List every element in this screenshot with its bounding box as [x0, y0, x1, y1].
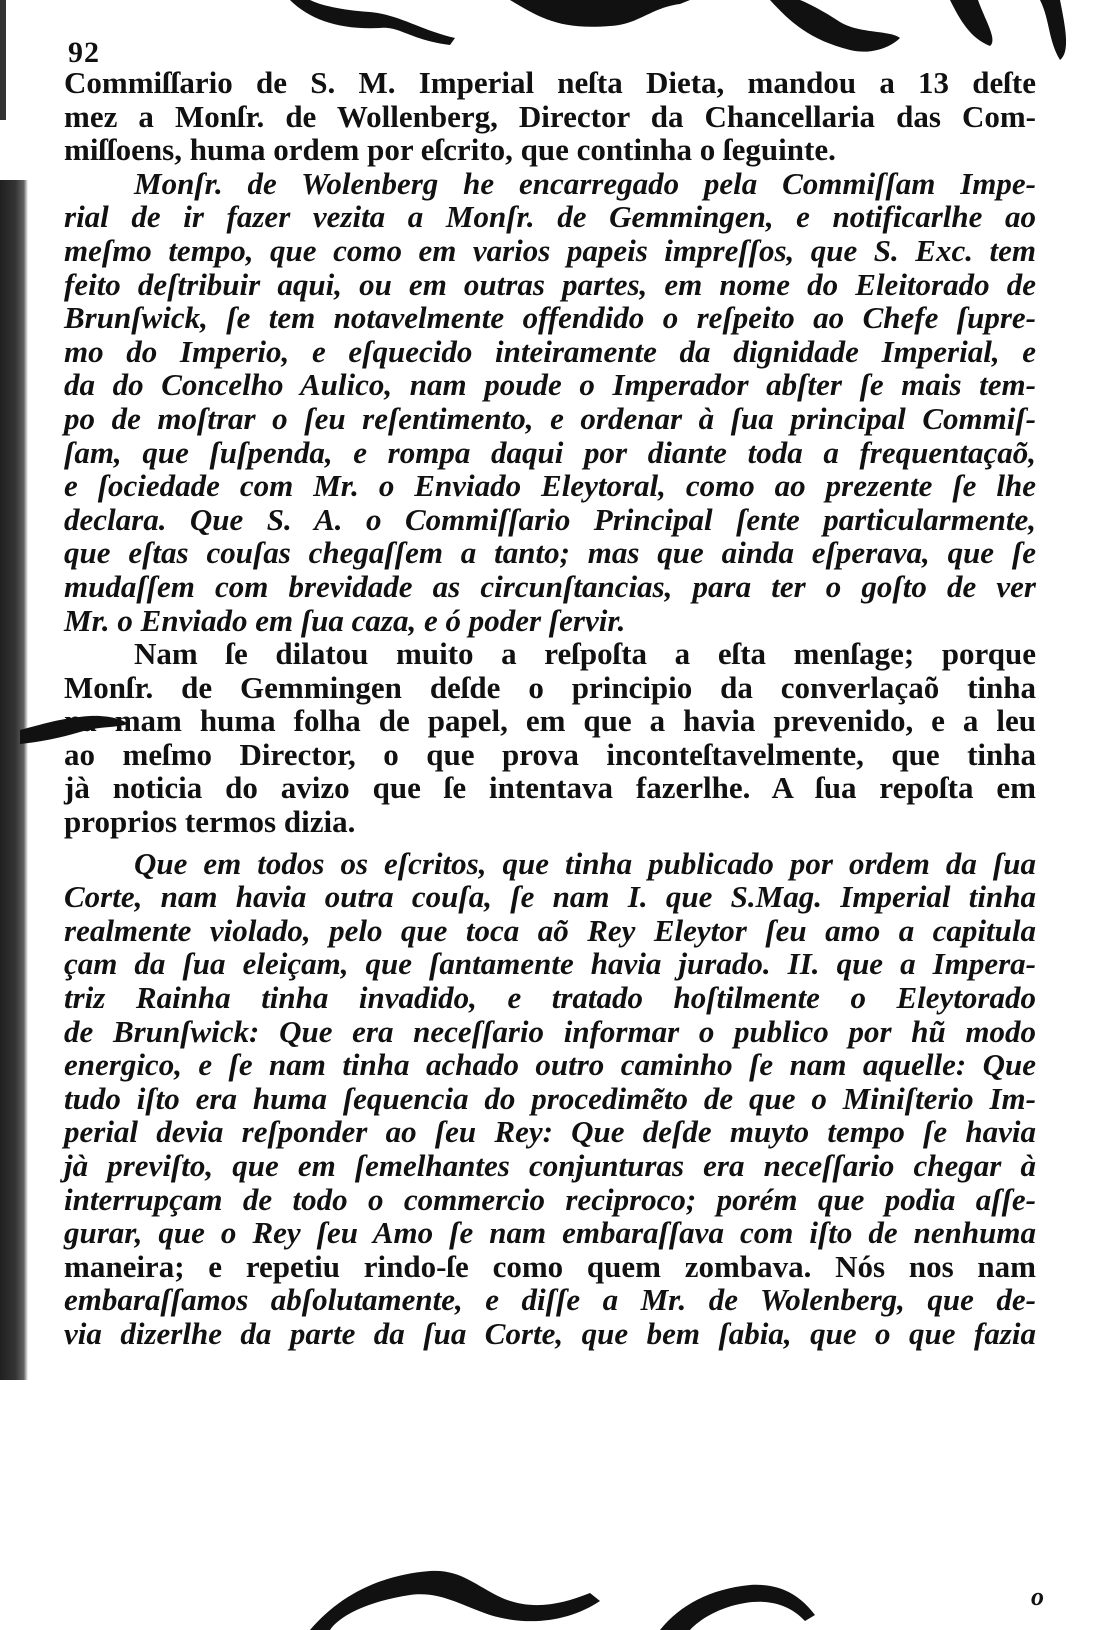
- text-line: Que em todos os eſcritos, que tinha publicado por ordem da ſua: [134, 845, 1036, 881]
- text-line: ao meſmo Director, o que prova inconteſtavelmente, que tinha: [64, 736, 1036, 772]
- text-line: çam da ſua eleiçam, que ſantamente havia jurado. II. que a Impera-: [64, 946, 1036, 982]
- text-line: maneira; e repetiu rindo-ſe como quem zombava. Nós nos nam: [64, 1248, 1036, 1284]
- ink-blot-bottom: [300, 1535, 820, 1630]
- binding-shadow: [0, 180, 28, 1380]
- text-line: jà noticia do avizo que ſe intentava fazerlhe. A ſua repoſta em: [64, 770, 1036, 806]
- text-line: triz Rainha tinha invadido, e tratado hoſtilmente o Eleytorado: [64, 980, 1036, 1016]
- text-line: mudaſſem com brevidade as circunſtancias, para ter o goſto de ver: [64, 568, 1036, 604]
- text-line: realmente violado, pelo que toca aõ Rey Eleytor ſeu amo a capitula: [64, 912, 1036, 948]
- catchword: o: [1031, 1582, 1044, 1611]
- text-line: perial devia reſponder ao ſeu Rey: Que deſde muyto tempo ſe havia: [64, 1114, 1036, 1150]
- page-number: 92: [68, 36, 100, 69]
- text-line: que eſtas couſas chegaſſem a tanto; mas que ainda eſperava, que ſe: [64, 535, 1036, 571]
- text-line: miſſoens, huma ordem por eſcrito, que continha o ſeguinte.: [64, 132, 836, 168]
- text-line: via dizerlhe da parte da ſua Corte, que bem ſabia, que o que fazia: [64, 1315, 1036, 1351]
- text-line: energico, e ſe nam tinha achado outro caminho ſe nam aquelle: Que: [64, 1047, 1036, 1083]
- text-line: Monſr. de Gemmingen deſde o principio da converlaçaõ tinha: [64, 669, 1036, 705]
- text-line: Nam ſe dilatou muito a reſpoſta a eſta menſage; porque: [134, 636, 1036, 672]
- text-line: tudo iſto era huma ſequencia do procedimẽto de que o Miniſterio Im-: [64, 1080, 1036, 1116]
- text-line: embaraſſamos abſolutamente, e diſſe a Mr. de Wolenberg, que de-: [64, 1282, 1036, 1318]
- text-line: ſam, que ſuſpenda, e rompa daqui por diante toda a frequentaçaõ,: [64, 434, 1036, 470]
- ink-blot-top: [250, 0, 1010, 70]
- text-line: e ſociedade com Mr. o Enviado Eleytoral, como ao prezente ſe lhe: [64, 468, 1036, 504]
- text-line: jà previſto, que em ſemelhantes conjunturas era neceſſario chegar à: [64, 1148, 1036, 1183]
- text-line: mo do Imperio, e eſquecido inteiramente da dignidade Imperial, e: [64, 333, 1036, 369]
- text-line: feito deſtribuir aqui, ou em outras partes, em nome do Eleitorado de: [64, 266, 1036, 302]
- text-line: mez a Monſr. de Wollenberg, Director da Chancellaria das Com-: [64, 98, 1036, 134]
- text-line: Brunſwick, ſe tem notavelmente offendido o reſpeito ao Chefe ſupre-: [64, 300, 1036, 336]
- ink-blot-corner: [1030, 0, 1090, 70]
- text-line: po de moſtrar o ſeu reſentimento, e ordenar à ſua principal Commiſ-: [64, 400, 1036, 436]
- binding-shadow-top: [0, 0, 6, 120]
- text-line: Corte, nam havia outra couſa, ſe nam I. que S.Mag. Imperial tinha: [64, 879, 1036, 915]
- text-line: de Brunſwick: Que era neceſſario informar o publico por hũ modo: [64, 1013, 1036, 1049]
- text-line: Mr. o Enviado em ſua caza, e ó poder ſervir.: [64, 602, 626, 638]
- text-line: Monſr. de Wolenberg he encarregado pela Commiſſam Impe-: [134, 165, 1036, 201]
- text-line: proprios termos dizia.: [64, 804, 356, 840]
- text-line: da do Concelho Aulico, nam poude o Imperador abſter ſe mais tem-: [64, 367, 1036, 403]
- text-line: meſmo tempo, que como em varios papeis impreſſos, que S. Exc. tem: [64, 232, 1036, 268]
- text-line: declara. Que S. A. o Commiſſario Principal ſente particularmente,: [64, 501, 1036, 537]
- text-line: interrupçam de todo o commercio reciproco; porém que podia aſſe-: [64, 1181, 1036, 1217]
- text-line: Commiſſario de S. M. Imperial neſta Dieta, mandou a 13 deſte: [64, 65, 1036, 100]
- text-line: rial de ir fazer vezita a Monſr. de Gemmingen, e notificarlhe ao: [64, 199, 1036, 235]
- text-line: na mam huma folha de papel, em que a havia prevenido, e a leu: [64, 703, 1036, 739]
- text-line: gurar, que o Rey ſeu Amo ſe nam embaraſſava com iſto de nenhuma: [64, 1215, 1036, 1251]
- body-text: [64, 66, 1036, 1351]
